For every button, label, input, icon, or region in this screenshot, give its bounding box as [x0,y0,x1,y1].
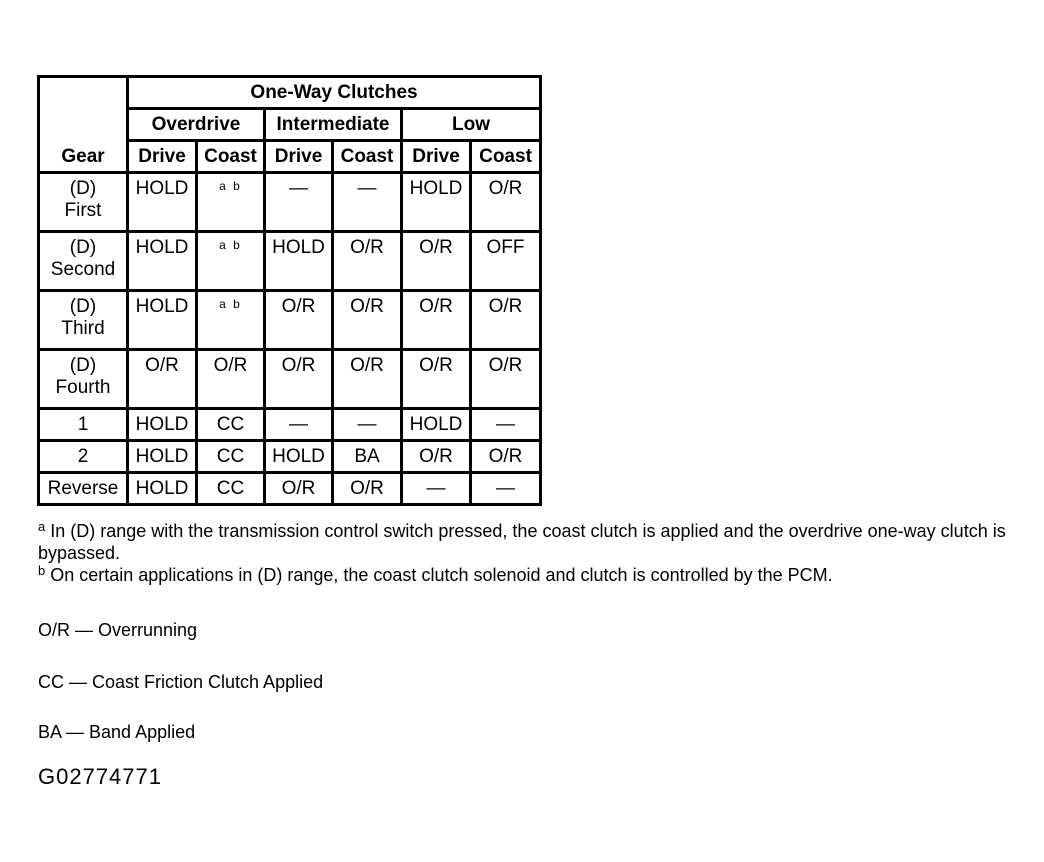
clutch-state-value: HOLD [135,413,189,435]
clutch-state-value: O/R [419,355,453,376]
clutch-application-table [37,75,542,506]
clutch-state-cell [265,350,333,409]
clutch-state-value: O/R [488,178,523,199]
gear-cell [39,291,128,350]
gear-label: (D) [69,296,97,317]
clutch-state-cell [402,441,471,473]
one-way-clutches-header: One-Way Clutches [128,77,541,109]
clutch-state-cell [402,173,471,232]
clutch-state-value: — [289,178,308,199]
figure-id: G02774771 [38,764,162,789]
clutch-state-cell [265,291,333,350]
clutch-state-cell [265,441,333,473]
low-header: Low [402,109,541,141]
clutch-state-cell [402,473,471,505]
gear-cell [39,232,128,291]
clutch-state-cell [333,473,402,505]
table-body [39,173,541,505]
sub-header: Drive [402,141,471,173]
gear-cell [39,173,128,232]
clutch-state-cell [128,350,197,409]
clutch-state-cell [197,473,265,505]
footnote-a-mark: a [38,519,46,534]
clutch-state-cell [333,441,402,473]
clutch-state-value: — [496,477,515,499]
clutch-state-cell [471,350,541,409]
table-row [39,441,541,473]
clutch-state-cell [128,291,197,350]
clutch-state-value: O/R [281,477,316,499]
clutch-state-value: HOLD [135,178,189,199]
gear-label: Reverse [47,477,119,499]
clutch-state-cell [333,173,402,232]
clutch-state-cell [197,409,265,441]
gear-label: Second [50,259,116,280]
clutch-state-value: — [357,413,377,435]
clutch-state-value: HOLD [409,413,463,435]
clutch-state-cell [265,473,333,505]
legend-band-applied: BA — Band Applied [38,722,196,742]
clutch-state-cell [197,173,265,232]
sub-header: Coast [333,141,402,173]
clutch-state-cell [333,350,402,409]
clutch-state-cell [471,473,541,505]
clutch-state-cell [402,232,471,291]
sub-header: Coast [471,141,541,173]
gear-cell [39,473,128,505]
clutch-state-value: HOLD [135,445,189,467]
clutch-state-value: BA [354,445,380,467]
clutch-state-value: HOLD [409,178,463,199]
clutch-state-value: O/R [488,445,523,467]
gear-label: 1 [77,413,89,435]
clutch-state-cell [333,232,402,291]
clutch-state-value: O/R [419,296,453,317]
table-row [39,473,541,505]
clutch-state-cell [197,350,265,409]
table-row [39,173,541,232]
clutch-state-value: CC [216,413,245,435]
clutch-state-value: O/R [281,355,316,376]
gear-label: 2 [77,445,89,467]
footnotes [38,520,1028,586]
clutch-state-value: OFF [486,237,525,258]
table-row [39,291,541,350]
clutch-state-value: O/R [419,445,453,467]
clutch-state-value: O/R [488,296,523,317]
clutch-state-value: HOLD [272,237,325,258]
clutch-state-value: a b [219,179,242,193]
clutch-state-value: O/R [145,355,179,376]
clutch-state-value: O/R [213,355,248,376]
footnote-b-mark: b [38,563,46,578]
clutch-state-value: — [426,477,446,499]
clutch-state-cell [265,232,333,291]
clutch-state-cell [471,173,541,232]
clutch-state-cell [197,441,265,473]
legend-coast-clutch: CC — Coast Friction Clutch Applied [38,672,324,692]
clutch-state-cell [128,441,197,473]
clutch-state-value: O/R [350,477,384,499]
clutch-state-cell [333,291,402,350]
gear-label: (D) [69,355,97,376]
clutch-state-cell [197,291,265,350]
footnote-b-text: On certain applications in (D) range, the coast clutch solenoid and clutch is controlled by the PCM. [50,565,833,585]
gear-cell [39,409,128,441]
clutch-state-cell [197,232,265,291]
intermediate-header: Intermediate [265,109,402,141]
gear-label: (D) [69,178,97,199]
sub-header: Coast [197,141,265,173]
legend-overrunning: O/R — Overrunning [38,620,198,640]
clutch-state-value: — [496,413,515,435]
clutch-state-value: O/R [350,355,384,376]
clutch-state-value: HOLD [135,477,189,499]
clutch-state-value: HOLD [135,296,189,317]
overdrive-header: Overdrive [128,109,265,141]
clutch-state-value: HOLD [272,445,325,467]
footnote-a-text: In (D) range with the transmission control switch pressed, the coast clutch is applied and the overdrive one-way clutch is bypassed. [38,521,1006,563]
clutch-state-cell [128,232,197,291]
gear-column-header: Gear [39,77,128,173]
clutch-state-value: CC [216,477,245,499]
gear-cell [39,350,128,409]
gear-label: First [64,200,102,221]
table-row [39,350,541,409]
sub-header: Drive [265,141,333,173]
gear-cell [39,441,128,473]
footnote-b [38,564,1028,586]
footnote-a [38,520,1028,564]
clutch-state-cell [471,232,541,291]
clutch-state-value: a b [219,238,242,252]
clutch-state-value: O/R [419,237,453,258]
clutch-state-value: — [289,413,308,435]
clutch-state-cell [402,409,471,441]
clutch-state-value: O/R [488,355,523,376]
gear-label: Third [61,318,105,339]
table-row [39,232,541,291]
table-row [39,409,541,441]
clutch-state-cell [471,441,541,473]
clutch-state-value: — [357,178,377,199]
sub-header: Drive [128,141,197,173]
clutch-state-value: a b [219,297,242,311]
clutch-state-cell [265,173,333,232]
clutch-state-cell [128,473,197,505]
clutch-state-value: O/R [281,296,316,317]
clutch-state-value: O/R [350,237,384,258]
clutch-state-cell [402,291,471,350]
clutch-state-cell [471,291,541,350]
clutch-state-cell [128,173,197,232]
gear-label: Fourth [55,377,111,398]
clutch-state-cell [128,409,197,441]
clutch-state-cell [265,409,333,441]
clutch-state-cell [402,350,471,409]
clutch-state-cell [471,409,541,441]
gear-label: (D) [69,237,97,258]
clutch-state-cell [333,409,402,441]
clutch-state-value: O/R [350,296,384,317]
clutch-state-value: HOLD [135,237,189,258]
clutch-state-value: CC [216,445,245,467]
